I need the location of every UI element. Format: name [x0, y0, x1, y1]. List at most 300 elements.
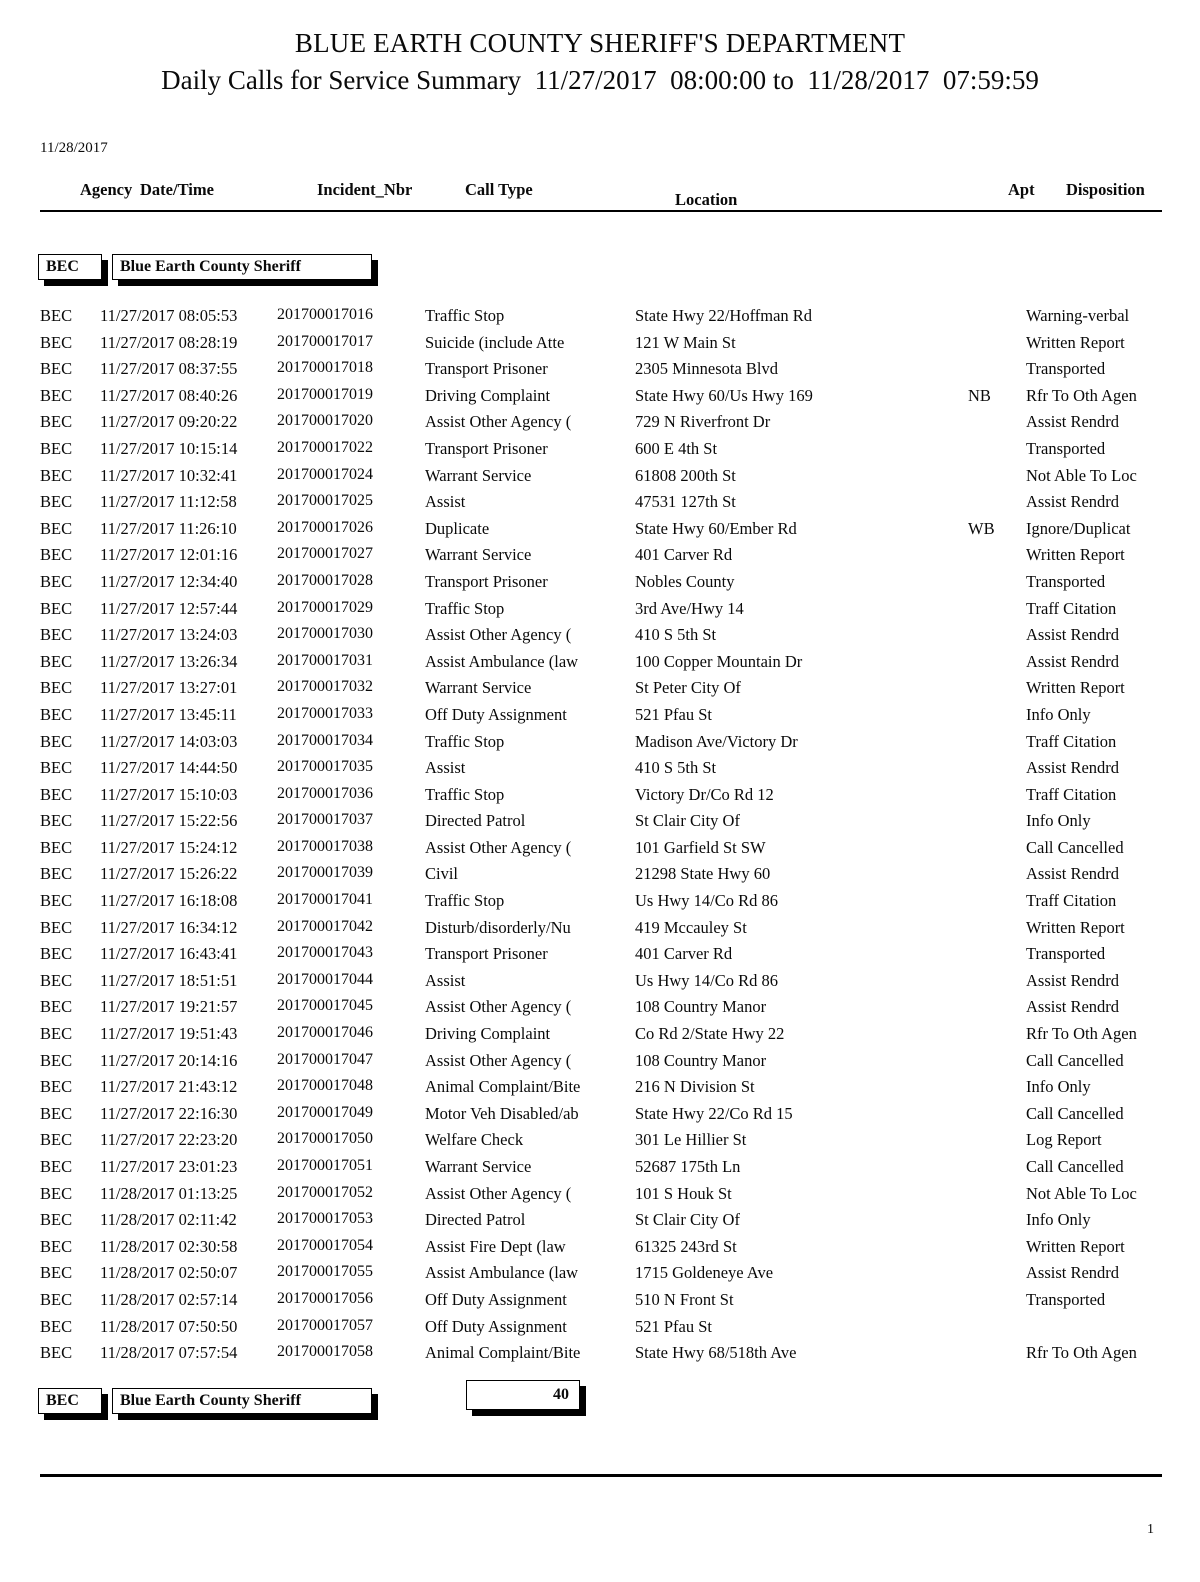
cell-disposition: Transported: [1026, 438, 1106, 458]
cell-location: 52687 175th Ln: [635, 1157, 741, 1176]
cell-call-type: Assist Other Agency (: [425, 1183, 572, 1203]
cell-agency: BEC: [40, 545, 73, 565]
group-footer-code: BEC: [46, 1392, 79, 1409]
table-row: [0, 1157, 1200, 1184]
cell-location: 521 Pfau St: [635, 704, 713, 724]
cell-incident-nbr: 201700017041: [277, 891, 373, 909]
cell-disposition: Assist Rendrd: [1026, 492, 1120, 512]
cell-datetime: 11/27/2017 10:15:14: [100, 438, 238, 458]
cell-call-type: Disturb/disorderly/Nu: [425, 917, 571, 937]
cell-incident-nbr: 201700017047: [277, 1050, 373, 1068]
table-row: [0, 997, 1200, 1024]
cell-datetime: 11/27/2017 15:10:03: [100, 784, 238, 804]
cell-disposition: Info Only: [1026, 811, 1091, 831]
cell-disposition: Transported: [1026, 571, 1106, 591]
cell-datetime: 11/27/2017 16:43:41: [100, 944, 238, 964]
table-row: [0, 306, 1200, 333]
cell-incident-nbr: 201700017027: [277, 545, 373, 563]
group-header-name: Blue Earth County Sheriff: [120, 258, 301, 275]
cell-apt: NB: [968, 385, 991, 405]
table-row: [0, 838, 1200, 865]
column-header-apt: Apt: [1008, 180, 1035, 199]
cell-incident-nbr: 201700017039: [277, 864, 373, 882]
cell-incident-nbr: 201700017018: [277, 359, 373, 377]
cell-agency: BEC: [40, 1316, 73, 1336]
cell-call-type: Warrant Service: [425, 465, 532, 485]
cell-call-type: Warrant Service: [425, 678, 532, 698]
cell-call-type: Transport Prisoner: [425, 438, 548, 458]
cell-datetime: 11/27/2017 15:24:12: [100, 837, 238, 857]
column-header-location: Location: [675, 190, 738, 209]
group-header-code: BEC: [46, 258, 79, 275]
cell-disposition: Traff Citation: [1026, 891, 1117, 911]
cell-location: St Peter City Of: [635, 678, 741, 698]
table-row: [0, 1184, 1200, 1211]
cell-disposition: Info Only: [1026, 1077, 1091, 1097]
cell-datetime: 11/27/2017 19:21:57: [100, 997, 238, 1017]
cell-location: State Hwy 60/Ember Rd: [635, 518, 797, 538]
cell-agency: BEC: [40, 837, 73, 857]
table-row: [0, 359, 1200, 386]
cell-agency: BEC: [40, 1343, 73, 1363]
cell-agency: BEC: [40, 518, 73, 538]
cell-datetime: 11/27/2017 15:22:56: [100, 811, 238, 831]
page-number: 1: [1147, 1522, 1154, 1537]
table-row: [0, 971, 1200, 998]
table-row: [0, 492, 1200, 519]
cell-incident-nbr: 201700017052: [277, 1183, 373, 1201]
cell-incident-nbr: 201700017043: [277, 944, 373, 962]
cell-disposition: Assist Rendrd: [1026, 412, 1120, 432]
table-row: [0, 599, 1200, 626]
calls-table-body: [0, 306, 1200, 1370]
cell-location: 410 S 5th St: [635, 758, 717, 778]
cell-disposition: Transported: [1026, 359, 1106, 379]
cell-location: 121 W Main St: [635, 332, 736, 352]
cell-disposition: Written Report: [1026, 678, 1125, 698]
cell-call-type: Traffic Stop: [425, 731, 505, 751]
cell-disposition: Call Cancelled: [1026, 1157, 1124, 1176]
cell-incident-nbr: 201700017042: [277, 917, 373, 935]
cell-datetime: 11/27/2017 08:37:55: [100, 359, 238, 379]
cell-location: 108 Country Manor: [635, 1050, 767, 1070]
cell-incident-nbr: 201700017026: [277, 518, 373, 536]
cell-location: Madison Ave/Victory Dr: [635, 731, 798, 751]
cell-agency: BEC: [40, 1183, 73, 1203]
cell-disposition: Call Cancelled: [1026, 1050, 1124, 1070]
table-row: [0, 811, 1200, 838]
cell-disposition: Traff Citation: [1026, 731, 1117, 751]
cell-datetime: 11/28/2017 02:30:58: [100, 1236, 238, 1256]
cell-location: 401 Carver Rd: [635, 545, 733, 565]
cell-agency: BEC: [40, 598, 73, 618]
cell-call-type: Animal Complaint/Bite: [425, 1343, 581, 1363]
cell-call-type: Assist: [425, 492, 466, 512]
cell-datetime: 11/27/2017 13:26:34: [100, 651, 238, 671]
group-footer-name-box: [112, 1388, 372, 1414]
cell-disposition: Written Report: [1026, 332, 1125, 352]
cell-incident-nbr: 201700017028: [277, 571, 373, 589]
cell-datetime: 11/27/2017 11:12:58: [100, 492, 237, 512]
cell-incident-nbr: 201700017048: [277, 1077, 373, 1095]
cell-call-type: Assist Fire Dept (law: [425, 1236, 566, 1256]
cell-agency: BEC: [40, 970, 73, 990]
cell-location: 100 Copper Mountain Dr: [635, 651, 803, 671]
cell-agency: BEC: [40, 332, 73, 352]
cell-agency: BEC: [40, 1236, 73, 1256]
cell-call-type: Motor Veh Disabled/ab: [425, 1103, 579, 1123]
cell-disposition: Rfr To Oth Agen: [1026, 385, 1137, 405]
cell-agency: BEC: [40, 678, 73, 698]
cell-disposition: Rfr To Oth Agen: [1026, 1024, 1137, 1044]
cell-agency: BEC: [40, 1263, 73, 1283]
cell-call-type: Off Duty Assignment: [425, 704, 567, 724]
page-title: BLUE EARTH COUNTY SHERIFF'S DEPARTMENT: [294, 28, 906, 58]
cell-incident-nbr: 201700017055: [277, 1263, 373, 1281]
table-row: [0, 678, 1200, 705]
cell-datetime: 11/27/2017 15:26:22: [100, 864, 238, 884]
cell-datetime: 11/27/2017 11:26:10: [100, 518, 237, 538]
table-row: [0, 412, 1200, 439]
cell-datetime: 11/27/2017 22:23:20: [100, 1130, 238, 1150]
report-run-date: 11/28/2017: [40, 140, 108, 156]
table-row: [0, 466, 1200, 493]
cell-agency: BEC: [40, 465, 73, 485]
table-column-headers: [40, 180, 1162, 214]
cell-incident-nbr: 201700017057: [277, 1316, 373, 1334]
cell-disposition: Written Report: [1026, 917, 1125, 937]
cell-datetime: 11/27/2017 18:51:51: [100, 970, 238, 990]
cell-agency: BEC: [40, 1289, 73, 1309]
table-row: [0, 785, 1200, 812]
cell-datetime: 11/27/2017 10:32:41: [100, 465, 238, 485]
cell-incident-nbr: 201700017053: [277, 1210, 373, 1228]
cell-incident-nbr: 201700017037: [277, 811, 373, 829]
cell-location: St Clair City Of: [635, 1210, 740, 1230]
table-row: [0, 545, 1200, 572]
cell-location: 3rd Ave/Hwy 14: [635, 598, 744, 618]
cell-location: 600 E 4th St: [635, 438, 718, 458]
table-row: [0, 572, 1200, 599]
column-header-disposition: Disposition: [1066, 180, 1145, 199]
header-divider-rule: [40, 210, 1162, 212]
cell-datetime: 11/27/2017 23:01:23: [100, 1157, 238, 1176]
cell-datetime: 11/27/2017 16:34:12: [100, 917, 238, 937]
cell-disposition: Not Able To Loc: [1026, 1183, 1137, 1203]
cell-incident-nbr: 201700017024: [277, 465, 373, 483]
cell-disposition: Assist Rendrd: [1026, 758, 1120, 778]
cell-incident-nbr: 201700017031: [277, 651, 373, 669]
cell-agency: BEC: [40, 1050, 73, 1070]
table-row: [0, 1051, 1200, 1078]
cell-call-type: Welfare Check: [425, 1130, 524, 1150]
table-row: [0, 519, 1200, 546]
cell-datetime: 11/28/2017 02:11:42: [100, 1210, 237, 1230]
table-row: [0, 732, 1200, 759]
cell-incident-nbr: 201700017029: [277, 598, 373, 616]
cell-datetime: 11/28/2017 02:57:14: [100, 1289, 238, 1309]
cell-call-type: Off Duty Assignment: [425, 1316, 567, 1336]
table-row: [0, 386, 1200, 413]
cell-location: Us Hwy 14/Co Rd 86: [635, 970, 779, 990]
cell-disposition: Assist Rendrd: [1026, 970, 1120, 990]
cell-location: Co Rd 2/State Hwy 22: [635, 1024, 785, 1044]
cell-datetime: 11/27/2017 20:14:16: [100, 1050, 238, 1070]
cell-call-type: Assist Other Agency (: [425, 837, 572, 857]
cell-disposition: Log Report: [1026, 1130, 1102, 1150]
cell-disposition: Assist Rendrd: [1026, 625, 1120, 645]
column-header-agency: Agency: [80, 180, 133, 199]
cell-disposition: Call Cancelled: [1026, 1103, 1124, 1123]
cell-agency: BEC: [40, 731, 73, 751]
cell-call-type: Driving Complaint: [425, 1024, 551, 1044]
table-row: [0, 652, 1200, 679]
cell-location: 61808 200th St: [635, 465, 736, 485]
cell-datetime: 11/28/2017 02:50:07: [100, 1263, 238, 1283]
cell-agency: BEC: [40, 1210, 73, 1230]
cell-call-type: Civil: [425, 864, 459, 884]
cell-call-type: Assist Other Agency (: [425, 412, 572, 432]
cell-agency: BEC: [40, 758, 73, 778]
cell-agency: BEC: [40, 811, 73, 831]
cell-location: Us Hwy 14/Co Rd 86: [635, 891, 779, 911]
cell-incident-nbr: 201700017058: [277, 1343, 373, 1361]
cell-incident-nbr: 201700017025: [277, 492, 373, 510]
cell-datetime: 11/27/2017 13:24:03: [100, 625, 238, 645]
cell-incident-nbr: 201700017035: [277, 758, 373, 776]
cell-incident-nbr: 201700017034: [277, 731, 373, 749]
cell-call-type: Directed Patrol: [425, 811, 526, 831]
cell-incident-nbr: 201700017033: [277, 704, 373, 722]
table-row: [0, 1343, 1200, 1370]
cell-agency: BEC: [40, 1024, 73, 1044]
cell-location: St Clair City Of: [635, 811, 740, 831]
cell-location: 410 S 5th St: [635, 625, 717, 645]
cell-datetime: 11/27/2017 22:16:30: [100, 1103, 238, 1123]
table-row: [0, 625, 1200, 652]
cell-agency: BEC: [40, 438, 73, 458]
cell-agency: BEC: [40, 1157, 73, 1176]
group-header-name-box: [112, 254, 372, 280]
table-row: [0, 1263, 1200, 1290]
cell-datetime: 11/27/2017 08:28:19: [100, 332, 238, 352]
cell-call-type: Assist Ambulance (law: [425, 1263, 579, 1283]
cell-location: State Hwy 22/Hoffman Rd: [635, 306, 813, 325]
cell-disposition: Traff Citation: [1026, 784, 1117, 804]
cell-incident-nbr: 201700017019: [277, 385, 373, 403]
cell-call-type: Animal Complaint/Bite: [425, 1077, 581, 1097]
cell-incident-nbr: 201700017049: [277, 1103, 373, 1121]
cell-incident-nbr: 201700017032: [277, 678, 373, 696]
cell-call-type: Traffic Stop: [425, 784, 505, 804]
cell-call-type: Duplicate: [425, 518, 490, 538]
cell-incident-nbr: 201700017045: [277, 997, 373, 1015]
cell-agency: BEC: [40, 306, 73, 325]
cell-call-type: Assist Other Agency (: [425, 1050, 572, 1070]
cell-call-type: Assist Other Agency (: [425, 997, 572, 1017]
cell-incident-nbr: 201700017046: [277, 1024, 373, 1042]
cell-disposition: Assist Rendrd: [1026, 864, 1120, 884]
cell-agency: BEC: [40, 1103, 73, 1123]
cell-incident-nbr: 201700017020: [277, 412, 373, 430]
cell-apt: WB: [968, 518, 995, 538]
column-header-call-type: Call Type: [465, 180, 533, 199]
cell-call-type: Assist Other Agency (: [425, 625, 572, 645]
cell-disposition: Warning-verbal: [1026, 306, 1130, 325]
cell-location: 21298 State Hwy 60: [635, 864, 771, 884]
group-footer-name: Blue Earth County Sheriff: [120, 1392, 301, 1409]
cell-incident-nbr: 201700017051: [277, 1157, 373, 1174]
table-row: [0, 1024, 1200, 1051]
cell-call-type: Transport Prisoner: [425, 359, 548, 379]
cell-location: 108 Country Manor: [635, 997, 767, 1017]
cell-location: Nobles County: [635, 571, 735, 591]
cell-datetime: 11/28/2017 07:50:50: [100, 1316, 238, 1336]
cell-datetime: 11/27/2017 14:44:50: [100, 758, 238, 778]
cell-agency: BEC: [40, 784, 73, 804]
cell-location: 729 N Riverfront Dr: [635, 412, 771, 432]
cell-datetime: 11/27/2017 08:40:26: [100, 385, 238, 405]
cell-disposition: Info Only: [1026, 1210, 1091, 1230]
cell-datetime: 11/27/2017 19:51:43: [100, 1024, 238, 1044]
cell-location: 1715 Goldeneye Ave: [635, 1263, 774, 1283]
table-row: [0, 944, 1200, 971]
cell-location: 419 Mccauley St: [635, 917, 747, 937]
cell-agency: BEC: [40, 944, 73, 964]
table-row: [0, 864, 1200, 891]
cell-incident-nbr: 201700017054: [277, 1236, 373, 1254]
cell-datetime: 11/27/2017 12:34:40: [100, 571, 238, 591]
cell-disposition: Assist Rendrd: [1026, 1263, 1120, 1283]
cell-disposition: Info Only: [1026, 704, 1091, 724]
cell-call-type: Suicide (include Atte: [425, 332, 565, 352]
cell-location: 2305 Minnesota Blvd: [635, 359, 778, 379]
report-page: [0, 28, 1200, 1582]
group-footer-code-box: [38, 1388, 102, 1414]
cell-call-type: Traffic Stop: [425, 306, 505, 325]
cell-call-type: Warrant Service: [425, 1157, 532, 1176]
cell-incident-nbr: 201700017038: [277, 837, 373, 855]
table-row: [0, 758, 1200, 785]
footer-divider-rule: [40, 1474, 1162, 1477]
cell-agency: BEC: [40, 1077, 73, 1097]
cell-location: 47531 127th St: [635, 492, 736, 512]
cell-disposition: Not Able To Loc: [1026, 465, 1137, 485]
cell-incident-nbr: 201700017056: [277, 1289, 373, 1307]
cell-datetime: 11/27/2017 14:03:03: [100, 731, 238, 751]
cell-location: 61325 243rd St: [635, 1236, 737, 1256]
cell-call-type: Assist Ambulance (law: [425, 651, 579, 671]
cell-datetime: 11/28/2017 01:13:25: [100, 1183, 238, 1203]
cell-disposition: Assist Rendrd: [1026, 997, 1120, 1017]
cell-location: State Hwy 22/Co Rd 15: [635, 1103, 793, 1123]
cell-location: 101 S Houk St: [635, 1183, 732, 1203]
cell-disposition: Rfr To Oth Agen: [1026, 1343, 1137, 1363]
cell-location: State Hwy 68/518th Ave: [635, 1343, 797, 1363]
cell-call-type: Transport Prisoner: [425, 944, 548, 964]
cell-incident-nbr: 201700017050: [277, 1130, 373, 1148]
cell-location: 301 Le Hillier St: [635, 1130, 747, 1150]
cell-datetime: 11/27/2017 09:20:22: [100, 412, 238, 432]
cell-call-type: Transport Prisoner: [425, 571, 548, 591]
cell-datetime: 11/27/2017 16:18:08: [100, 891, 238, 911]
cell-datetime: 11/27/2017 13:45:11: [100, 704, 237, 724]
group-header-code-box: [38, 254, 102, 280]
group-footer-count-box: [466, 1380, 580, 1410]
table-row: [0, 705, 1200, 732]
cell-call-type: Assist: [425, 758, 466, 778]
cell-location: Victory Dr/Co Rd 12: [635, 784, 774, 804]
table-row: [0, 1104, 1200, 1131]
cell-datetime: 11/27/2017 12:01:16: [100, 545, 238, 565]
column-header-datetime: Date/Time: [140, 180, 214, 199]
cell-location: 101 Garfield St SW: [635, 837, 766, 857]
cell-agency: BEC: [40, 651, 73, 671]
cell-incident-nbr: 201700017017: [277, 332, 373, 350]
cell-disposition: Ignore/Duplicat: [1026, 518, 1131, 538]
cell-incident-nbr: 201700017016: [277, 306, 373, 323]
cell-disposition: Call Cancelled: [1026, 837, 1124, 857]
cell-disposition: Written Report: [1026, 1236, 1125, 1256]
cell-agency: BEC: [40, 385, 73, 405]
cell-call-type: Warrant Service: [425, 545, 532, 565]
cell-incident-nbr: 201700017022: [277, 438, 373, 456]
cell-agency: BEC: [40, 571, 73, 591]
cell-location: 401 Carver Rd: [635, 944, 733, 964]
table-row: [0, 1130, 1200, 1157]
cell-agency: BEC: [40, 997, 73, 1017]
cell-disposition: Transported: [1026, 944, 1106, 964]
cell-call-type: Directed Patrol: [425, 1210, 526, 1230]
cell-datetime: 11/27/2017 08:05:53: [100, 306, 238, 325]
cell-location: 216 N Division St: [635, 1077, 755, 1097]
cell-agency: BEC: [40, 412, 73, 432]
table-row: [0, 1077, 1200, 1104]
table-row: [0, 439, 1200, 466]
cell-disposition: Assist Rendrd: [1026, 651, 1120, 671]
cell-incident-nbr: 201700017044: [277, 970, 373, 988]
cell-disposition: Traff Citation: [1026, 598, 1117, 618]
table-row: [0, 1210, 1200, 1237]
page-subtitle: Daily Calls for Service Summary 11/27/2017 08:00:00 to 11/28/2017 07:59:59: [161, 65, 1039, 96]
cell-incident-nbr: 201700017036: [277, 784, 373, 802]
cell-location: 510 N Front St: [635, 1289, 734, 1309]
cell-incident-nbr: 201700017030: [277, 625, 373, 643]
cell-datetime: 11/27/2017 12:57:44: [100, 598, 238, 618]
cell-disposition: Transported: [1026, 1289, 1106, 1309]
table-row: [0, 1317, 1200, 1344]
cell-location: State Hwy 60/Us Hwy 169: [635, 385, 813, 405]
cell-agency: BEC: [40, 891, 73, 911]
table-row: [0, 1237, 1200, 1264]
table-row: [0, 333, 1200, 360]
cell-agency: BEC: [40, 492, 73, 512]
cell-call-type: Driving Complaint: [425, 385, 551, 405]
cell-agency: BEC: [40, 917, 73, 937]
cell-datetime: 11/27/2017 21:43:12: [100, 1077, 238, 1097]
cell-agency: BEC: [40, 704, 73, 724]
cell-datetime: 11/27/2017 13:27:01: [100, 678, 238, 698]
cell-agency: BEC: [40, 625, 73, 645]
cell-location: 521 Pfau St: [635, 1316, 713, 1336]
cell-agency: BEC: [40, 864, 73, 884]
cell-call-type: Assist: [425, 970, 466, 990]
cell-call-type: Traffic Stop: [425, 598, 505, 618]
table-row: [0, 891, 1200, 918]
cell-datetime: 11/28/2017 07:57:54: [100, 1343, 238, 1363]
column-header-incident-nbr: Incident_Nbr: [317, 180, 413, 199]
cell-call-type: Traffic Stop: [425, 891, 505, 911]
